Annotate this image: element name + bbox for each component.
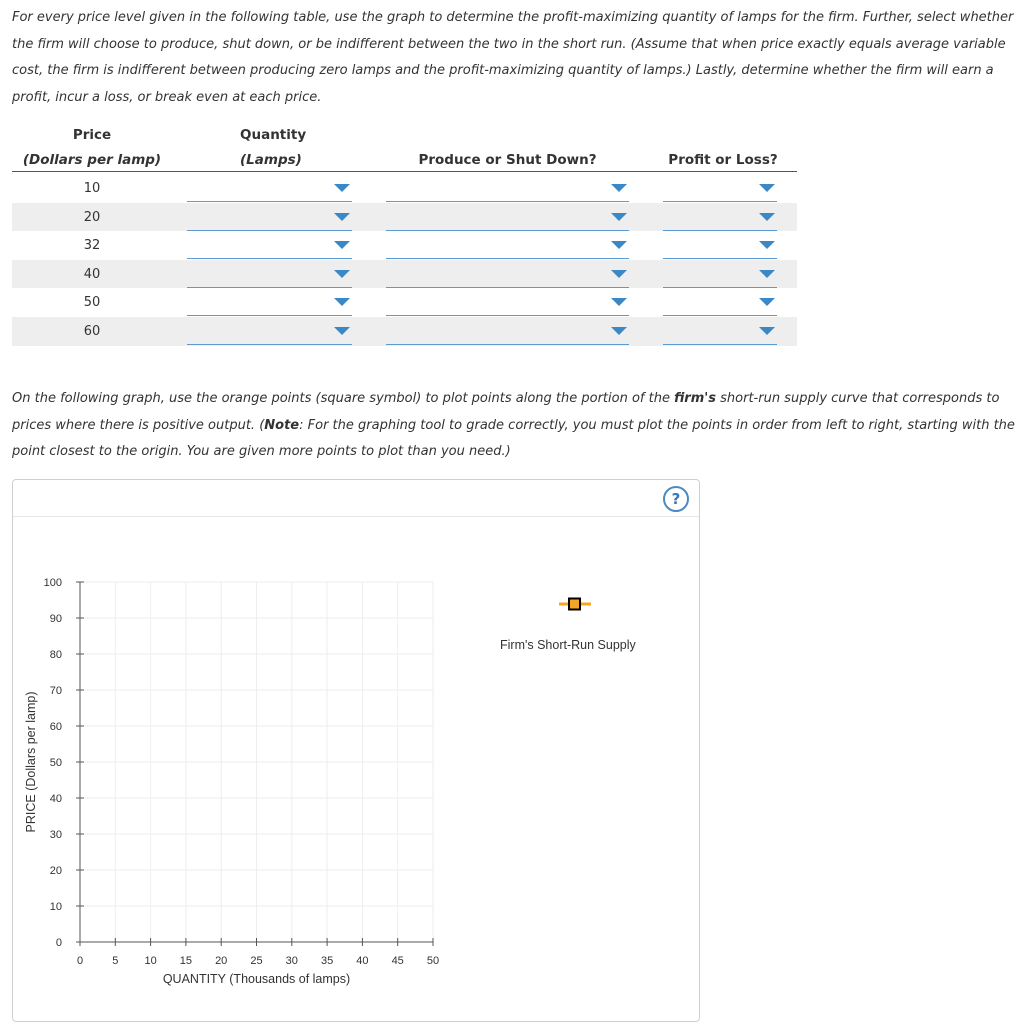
chevron-down-icon — [334, 241, 350, 249]
profit-loss-dropdown[interactable] — [663, 260, 777, 288]
quantity-dropdown[interactable] — [187, 174, 352, 202]
x-tick-label: 50 — [426, 955, 440, 967]
x-tick-label: 5 — [112, 955, 119, 967]
chevron-down-icon — [611, 327, 627, 335]
profit-loss-dropdown[interactable] — [663, 203, 777, 231]
produce-shutdown-dropdown[interactable] — [386, 231, 629, 259]
graph-instructions-bold2: Note — [264, 417, 300, 433]
instructions-text: For every price level given in the following table, use the graph to determine the profit-maximizing quantity of lamps for the firm. Further, select whether the firm will choose to produce, shut down, or be indifferent between the two in the short run. (Assume that when price exactly equals average variable cost, the firm is indifferent between producing zero lamps and the profit-maximizing quantity of lamps.) Lastly, determine whether the firm will earn a profit, incur a loss, or break even at each price. — [12, 10, 1014, 105]
chevron-down-icon — [759, 241, 775, 249]
help-button[interactable]: ? — [663, 486, 689, 512]
y-tick-label: 80 — [49, 649, 62, 661]
y-tick-label: 90 — [49, 613, 62, 625]
produce-header: Produce or Shut Down? — [418, 152, 597, 168]
quantity-dropdown[interactable] — [187, 288, 352, 316]
profit-loss-dropdown[interactable] — [663, 231, 777, 259]
price-cell: 20 — [83, 209, 101, 225]
price-cell: 32 — [83, 238, 101, 254]
chevron-down-icon — [759, 213, 775, 221]
y-tick-label: 40 — [49, 793, 62, 805]
x-tick-label: 30 — [285, 955, 298, 967]
orange-square-point-tool[interactable] — [559, 596, 591, 612]
chevron-down-icon — [611, 241, 627, 249]
profit-loss-dropdown[interactable] — [663, 317, 777, 345]
x-tick-label: 40 — [356, 955, 369, 967]
chevron-down-icon — [334, 184, 350, 192]
price-cell: 50 — [83, 295, 101, 311]
chevron-down-icon — [611, 298, 627, 306]
x-tick-label: 0 — [76, 955, 84, 967]
table-row — [12, 231, 797, 260]
chevron-down-icon — [759, 184, 775, 192]
produce-shutdown-dropdown[interactable] — [386, 174, 629, 202]
produce-shutdown-dropdown[interactable] — [386, 203, 629, 231]
produce-shutdown-dropdown[interactable] — [386, 288, 629, 316]
y-tick-label: 100 — [43, 577, 62, 589]
table-row — [12, 317, 797, 346]
profit-header: Profit or Loss? — [668, 152, 778, 168]
chevron-down-icon — [334, 327, 350, 335]
y-tick-label: 50 — [49, 757, 62, 769]
y-tick-label: 70 — [49, 685, 62, 697]
graph-tool — [12, 479, 700, 1022]
profit-loss-dropdown[interactable] — [663, 288, 777, 316]
price-cell: 10 — [83, 181, 101, 196]
chevron-down-icon — [611, 213, 627, 221]
y-tick-label: 10 — [49, 901, 62, 913]
graph-instructions-part3: : For the graphing tool to grade correctly, you must plot the points in order from left to right, starting with the point closest to the origin. You are given more points to plot than you need.) — [12, 417, 1015, 459]
chevron-down-icon — [759, 270, 775, 278]
chevron-down-icon — [334, 298, 350, 306]
price-header: Price — [72, 127, 112, 143]
price-cell: 40 — [83, 266, 101, 282]
x-tick-label: 45 — [391, 955, 404, 967]
x-tick-label: 35 — [320, 955, 334, 967]
graph-instructions-part1: On the following graph, use the orange points (square symbol) to plot points along the portion of the — [12, 391, 675, 406]
y-tick-label: 60 — [49, 721, 62, 733]
x-tick-label: 20 — [215, 955, 228, 967]
price-cell: 60 — [83, 324, 101, 339]
y-tick-label: 30 — [49, 829, 62, 841]
x-tick-label: 15 — [179, 955, 193, 967]
chevron-down-icon — [334, 270, 350, 278]
chevron-down-icon — [334, 213, 350, 221]
quantity-header: Quantity — [240, 127, 307, 143]
y-axis-label: PRICE (Dollars per lamp) — [24, 691, 38, 833]
table-row — [12, 203, 797, 232]
orange-square-icon — [569, 599, 580, 610]
table-row — [12, 260, 797, 289]
supply-graph[interactable] — [13, 480, 699, 1021]
quantity-units-header: (Lamps) — [240, 152, 302, 168]
graph-instructions-part2: short-run supply curve that corresponds to prices where there is positive output. ( — [12, 391, 1000, 433]
chevron-down-icon — [611, 184, 627, 192]
chevron-down-icon — [611, 270, 627, 278]
chevron-down-icon — [759, 327, 775, 335]
quantity-dropdown[interactable] — [187, 260, 352, 288]
chevron-down-icon — [759, 298, 775, 306]
supply-tool-label: Firm's Short-Run Supply — [500, 638, 636, 652]
quantity-dropdown[interactable] — [187, 203, 352, 231]
produce-shutdown-dropdown[interactable] — [386, 260, 629, 288]
profit-loss-dropdown[interactable] — [663, 174, 777, 202]
x-axis-label: QUANTITY (Thousands of lamps) — [162, 972, 351, 986]
quantity-dropdown[interactable] — [187, 317, 352, 345]
graph-instructions-text — [12, 386, 1016, 466]
produce-shutdown-dropdown[interactable] — [386, 317, 629, 345]
y-tick-label: 0 — [55, 937, 62, 949]
x-tick-label: 25 — [250, 955, 263, 967]
header-divider — [12, 171, 797, 172]
quantity-dropdown[interactable] — [187, 231, 352, 259]
table-row — [12, 288, 797, 317]
x-tick-label: 10 — [144, 955, 157, 967]
table-row — [12, 174, 797, 203]
graph-instructions-bold1: firm's — [674, 391, 716, 406]
y-tick-label: 20 — [49, 865, 62, 877]
price-units-header: (Dollars per lamp) — [22, 152, 162, 168]
